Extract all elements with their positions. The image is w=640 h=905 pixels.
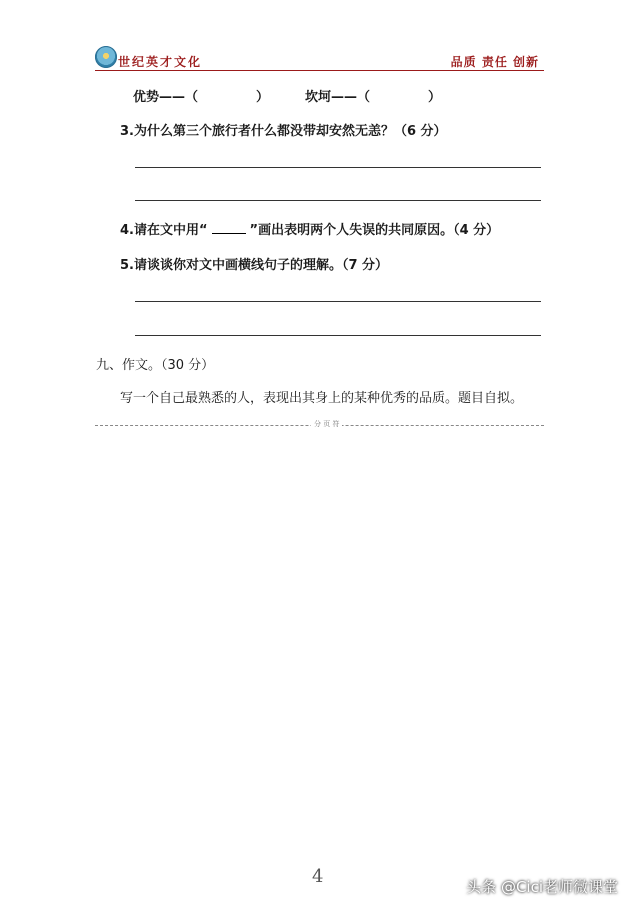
- watermark: 头条 @Cici老师微课堂: [466, 878, 618, 896]
- question-5: 5.请谈谈你对文中画横线句子的理解。（7 分）: [120, 258, 389, 273]
- answer-line-q3-1[interactable]: [135, 167, 541, 168]
- section-9-title: 九、作文。（30 分）: [96, 358, 215, 373]
- underline-sample: [212, 223, 246, 234]
- word-item-label: 优势——（: [133, 90, 199, 105]
- word-item-1: [133, 86, 269, 105]
- header-divider: [95, 70, 544, 71]
- answer-line-q5-2[interactable]: [135, 335, 541, 336]
- page-break-label: 分 页 符: [311, 419, 342, 429]
- question-4: [120, 219, 499, 238]
- page-number: 4: [312, 866, 324, 887]
- question-4-text-end: ”画出表明两个人失误的共同原因。（4 分）: [249, 223, 500, 238]
- word-item-close: ）: [256, 90, 270, 105]
- header-motto: 品质 责任 创新: [450, 55, 539, 69]
- brand-name: 世纪英才文化: [118, 55, 203, 69]
- question-3: 3.为什么第三个旅行者什么都没带却安然无恙？（6 分）: [120, 124, 447, 139]
- question-4-text-start: 4.请在文中用“: [120, 223, 208, 238]
- word-item-label: 坎坷——（: [305, 90, 371, 105]
- answer-line-q3-2[interactable]: [135, 200, 541, 201]
- answer-line-q5-1[interactable]: [135, 301, 541, 302]
- word-item-2: [305, 86, 441, 105]
- essay-prompt: 写一个自己最熟悉的人，表现出其身上的某种优秀的品质。题目自拟。: [120, 391, 524, 406]
- logo-icon: [95, 46, 117, 68]
- word-item-close: ）: [428, 90, 442, 105]
